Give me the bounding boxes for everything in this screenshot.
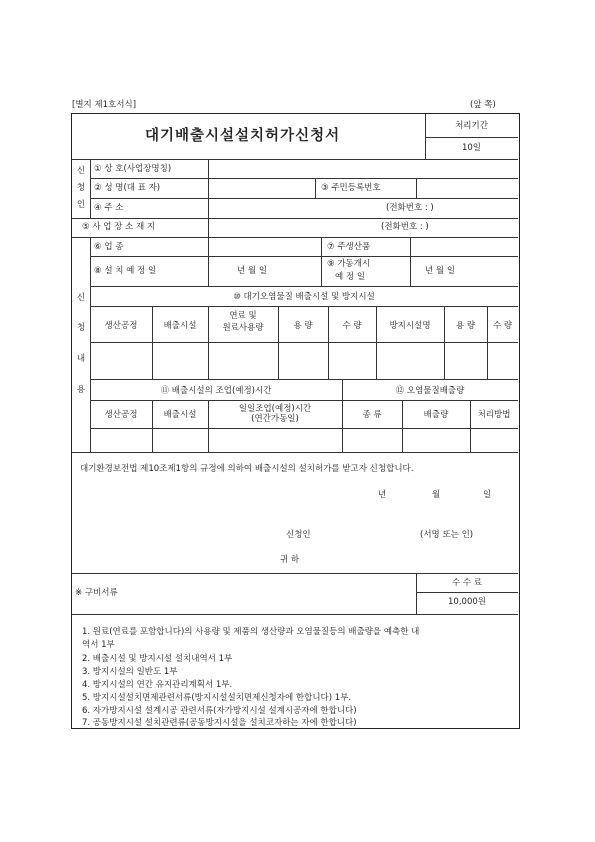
company-name-field[interactable]: [209, 160, 517, 177]
recipient-label: 귀 하: [280, 555, 300, 565]
facility-header-quantity-2: 수 량: [492, 321, 513, 331]
install-date-label: ⑧ 설 치 예 정 일: [94, 266, 157, 276]
date-day-label: 일: [483, 490, 492, 500]
facility-header-fuel: 연료 및 원료사용량: [222, 311, 264, 334]
processing-period-value: 10일: [461, 143, 482, 153]
company-name-label: ① 상 호(사업장명칭): [94, 164, 172, 174]
document-item-1-cont: 역서 1부: [82, 640, 115, 650]
required-documents-label: ※ 구비서류: [75, 588, 118, 598]
facility-header-prevention: 방지시설명: [389, 321, 431, 331]
representative-field[interactable]: [209, 179, 314, 197]
document-item-1: 1. 원료(연료를 포함합니다)의 사용량 및 제품의 생산량과 오염물질등의 배출량을 예측한 내: [82, 627, 420, 637]
site-location-label: ⑤ 사 업 장 소 재 지: [82, 222, 156, 232]
address-field[interactable]: [209, 199, 517, 217]
resident-number-field[interactable]: [417, 179, 517, 197]
applicant-sign-label: 신청인: [286, 530, 311, 540]
operation-start-label-line1: ⑨ 가동개시: [327, 259, 371, 269]
date-month-label: 월: [432, 490, 441, 500]
install-date-field[interactable]: 년 월 일: [237, 266, 268, 276]
declaration-text: 대기환경보전법 제10조제1항의 규정에 의하여 배출시설의 설치허가를 받고자 신청합니다.: [80, 464, 414, 474]
resident-number-label: ③ 주민등록번호: [321, 183, 381, 193]
document-item-3: 3. 방지시설의 일반도 1부: [82, 667, 178, 677]
industry-field[interactable]: [209, 238, 320, 255]
applicant-section-char-1: 신: [76, 166, 86, 176]
facility-header-process: 생산공정: [104, 321, 138, 331]
document-item-4: 4. 방지시설의 연간 유지관리계획서 1부.: [82, 680, 233, 690]
processing-period-label: 처리기간: [455, 121, 488, 131]
emission-header-treatment: 처리방법: [477, 410, 511, 420]
operation-header-emission: 배출시설: [163, 410, 197, 420]
applicant-section-char-3: 인: [76, 200, 86, 210]
operation-header-hours: 일일조업(예정)시간 (연간가동일): [238, 404, 312, 425]
operation-data-row[interactable]: [91, 429, 517, 451]
content-section-char-1: 신: [76, 293, 86, 303]
facility-table-title: ⑩ 대기오염물질 배출시설 및 방지시설: [233, 292, 375, 302]
site-phone-label: (전화번호 : ): [381, 222, 429, 232]
facility-header-emission: 배출시설: [163, 321, 197, 331]
main-product-field[interactable]: [411, 238, 517, 255]
fee-value: 10,000원: [448, 597, 486, 607]
emission-header-type: 종 류: [362, 410, 382, 420]
operation-header-process: 생산공정: [104, 410, 138, 420]
content-section-char-4: 용: [76, 385, 86, 395]
facility-data-row[interactable]: [91, 343, 517, 378]
date-year-label: 년: [378, 490, 387, 500]
form-title: 대기배출시설설치허가신청서: [145, 128, 341, 144]
applicant-section-char-2: 청: [76, 183, 86, 193]
representative-label: ② 성 명(대 표 자): [94, 183, 161, 193]
facility-header-capacity: 용 량: [293, 321, 313, 331]
site-location-field[interactable]: [209, 219, 517, 236]
industry-label: ⑥ 업 종: [94, 242, 124, 252]
emission-amount-title: ⑫ 오염물질배출량: [395, 386, 465, 396]
content-section-char-3: 내: [76, 354, 86, 364]
facility-header-quantity: 수 량: [342, 321, 362, 331]
signature-field[interactable]: (서명 또는 인): [420, 530, 474, 540]
document-item-6: 6. 자가방지시설 설계시공 관련서류(자가방지시설 설계시공자에 한합니다): [82, 706, 357, 716]
address-label: ④ 주 소: [94, 203, 124, 213]
operation-start-label-line2: 예 정 일: [335, 272, 366, 282]
operation-time-title: ⑪ 배출시설의 조업(예정)시간: [160, 386, 272, 396]
document-item-2: 2. 배출시설 및 방지시설 설치내역서 1부: [82, 654, 233, 664]
page-side-label: (앞 쪽): [470, 100, 496, 110]
operation-start-date-field[interactable]: 년 월 일: [425, 266, 456, 276]
address-phone-label: (전화번호 : ): [386, 203, 434, 213]
content-section-char-2: 청: [76, 323, 86, 333]
form-number-label: [별지 제1호서식]: [72, 100, 137, 110]
fee-label: 수 수 료: [451, 578, 483, 588]
document-item-7: 7. 공동방지시설 설치관련류(공동방지시설을 설치코자하는 자에 한합니다): [82, 718, 357, 728]
emission-header-amount: 배출량: [423, 410, 449, 420]
document-item-5: 5. 방지시설설치면제관련서류(방지시설설치면제신청자에 한합니다) 1부.: [82, 693, 352, 703]
main-product-label: ⑦ 주생산품: [327, 242, 371, 252]
facility-header-capacity-2: 용 량: [455, 321, 476, 331]
